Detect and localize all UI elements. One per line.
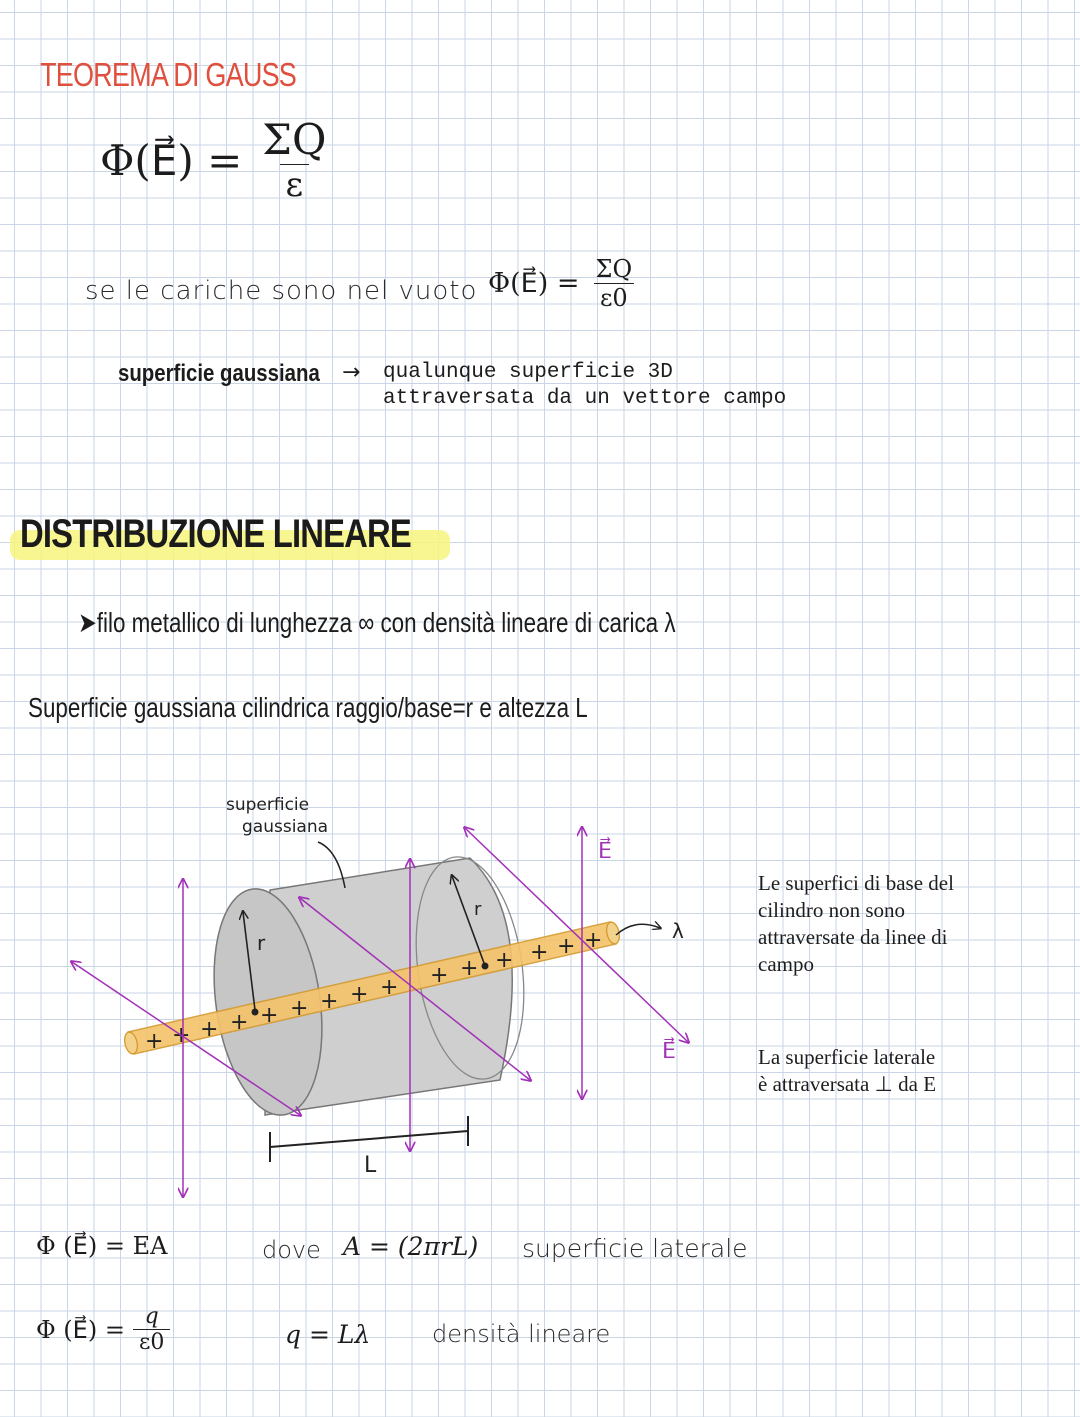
rod-plus-12: +: [530, 940, 549, 965]
flux-charge-formula: [36, 1304, 170, 1355]
gaussian-surface-definition-2: attraversata da un vettore campo: [383, 387, 787, 410]
radius-label-right: r: [474, 899, 482, 920]
rod-plus-10: +: [460, 956, 479, 981]
rod-plus-4: +: [260, 1003, 279, 1028]
gauss-formula-numerator: ΣQ: [262, 115, 327, 164]
charge-label: densità lineare: [432, 1320, 611, 1348]
bullet-line: [78, 606, 676, 639]
flux-charge-denominator: ε0: [133, 1329, 170, 1355]
flux-charge-lhs: Φ (E⃗) =: [36, 1315, 125, 1344]
bullet-marker: ➤: [78, 607, 97, 638]
rod-plus-2: +: [200, 1017, 219, 1042]
vacuum-text: se le cariche sono nel vuoto: [85, 276, 478, 306]
gaussian-surface-definition-1: qualunque superficie 3D: [383, 361, 673, 384]
rod-plus-6: +: [320, 989, 339, 1014]
vacuum-formula-numerator: ΣQ: [595, 255, 633, 283]
rod-plus-5: +: [290, 996, 309, 1021]
lateral-note: La superficie laterale è attraversata ⊥ da E: [758, 1045, 937, 1096]
section-title: DISTRIBUZIONE LINEARE: [20, 512, 411, 556]
gauss-formula: [100, 115, 332, 205]
lambda-label: λ: [672, 919, 684, 943]
gauss-cylinder-diagram: [0, 780, 740, 1210]
where-label: dove: [262, 1236, 321, 1264]
radius-label-left: r: [257, 931, 266, 955]
rod-plus-9: +: [430, 963, 449, 988]
surface-label-1: superficie: [226, 795, 310, 815]
gaussian-surface-arrow: →: [342, 360, 361, 385]
vacuum-formula-lhs: Φ(E⃗) =: [488, 268, 580, 299]
field-label-bottom: E⃗: [662, 1039, 676, 1064]
surface-label-2: gaussiana: [242, 817, 329, 837]
base-note: Le superfici di base del cilindro non sono attraversate da linee di campo: [758, 871, 954, 976]
rod-plus-7: +: [350, 982, 369, 1007]
flux-area-formula: Φ (E⃗) = EA: [36, 1232, 168, 1260]
page-title: TEOREMA DI GAUSS: [40, 56, 297, 93]
bullet-text: filo metallico di lunghezza ∞ con densità lineare di carica λ: [96, 607, 676, 638]
cylinder-text: Superficie gaussiana cilindrica raggio/base=r e altezza L: [28, 692, 588, 723]
flux-charge-numerator: q: [144, 1304, 159, 1329]
lambda-arrow: [616, 924, 660, 935]
area-formula: A = (2πrL): [343, 1232, 479, 1261]
rod-plus-11: +: [495, 948, 514, 973]
rod-plus-14: +: [584, 928, 603, 953]
rod-plus-8: +: [380, 975, 399, 1000]
gaussian-surface-term: superficie gaussiana: [118, 360, 320, 387]
rod-plus-1: +: [172, 1023, 191, 1048]
rod-plus-0: +: [145, 1029, 164, 1054]
charge-formula: q = Lλ: [285, 1320, 371, 1349]
field-label-top: E⃗: [598, 839, 612, 864]
length-label: L: [364, 1153, 377, 1178]
rod-plus-13: +: [557, 934, 576, 959]
length-bar: [270, 1131, 468, 1147]
gauss-formula-lhs: Φ(E⃗) =: [100, 135, 243, 185]
vacuum-formula: [488, 255, 638, 312]
rod-plus-3: +: [230, 1010, 249, 1035]
gauss-formula-denominator: ε: [280, 164, 310, 205]
vacuum-formula-denominator: ε0: [594, 283, 634, 312]
area-label: superficie laterale: [522, 1234, 748, 1263]
